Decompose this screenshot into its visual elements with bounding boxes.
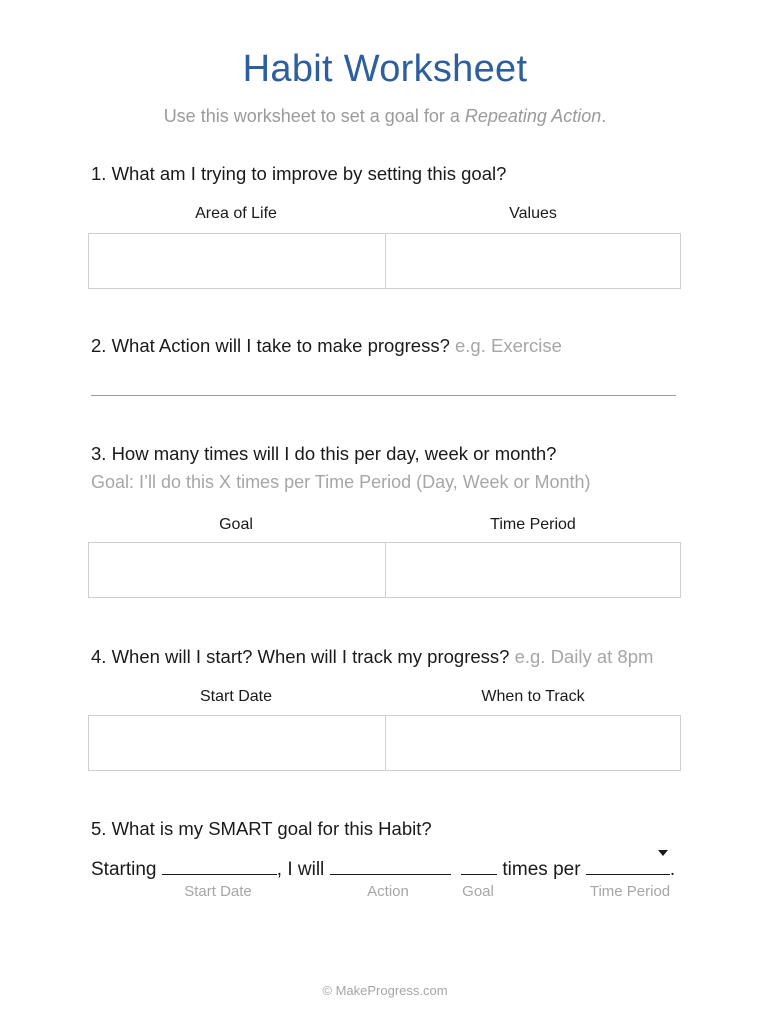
caption-action: Action	[367, 883, 409, 900]
caption-time-period: Time Period	[589, 883, 671, 900]
column-values-label: Values	[509, 205, 557, 222]
question-2-hint: e.g. Exercise	[455, 335, 562, 356]
chevron-down-icon[interactable]	[658, 850, 668, 856]
action-answer-line[interactable]	[91, 395, 676, 396]
subtitle-prefix: Use this worksheet to set a goal for a	[163, 106, 465, 126]
start-date-field[interactable]	[89, 716, 386, 770]
question-3-subtext: Goal: I’ll do this X times per Time Period (Day, Week or Month)	[91, 472, 591, 492]
question-2-text: 2. What Action will I take to make progress?	[91, 335, 450, 356]
question-4	[91, 646, 653, 668]
q4-answer-table	[88, 715, 681, 771]
starting-text: Starting	[91, 859, 157, 880]
subtitle-suffix: .	[601, 106, 607, 126]
period-text: .	[669, 859, 676, 880]
column-when-to-track-label: When to Track	[481, 688, 585, 705]
caption-goal: Goal	[462, 883, 494, 900]
caption-start-date: Start Date	[184, 883, 252, 900]
goal-field[interactable]	[89, 543, 386, 597]
smart-action-blank[interactable]	[330, 858, 451, 875]
column-start-date-label: Start Date	[199, 688, 273, 705]
question-1: 1. What am I trying to improve by setting this goal?	[91, 163, 507, 184]
time-period-field[interactable]	[386, 543, 680, 597]
question-2	[91, 335, 562, 357]
question-4-hint: e.g. Daily at 8pm	[514, 646, 654, 667]
column-area-of-life-label: Area of Life	[195, 205, 277, 222]
values-field[interactable]	[386, 234, 680, 288]
smart-goal-blank[interactable]	[461, 858, 497, 875]
subtitle-emphasis: Repeating Action	[464, 106, 602, 126]
smart-goal-sentence	[91, 858, 675, 881]
page-subtitle	[0, 106, 770, 127]
page-title: Habit Worksheet	[242, 48, 528, 90]
footer-copyright: © MakeProgress.com	[322, 983, 448, 998]
i-will-text: , I will	[276, 859, 325, 880]
q3-answer-table	[88, 542, 681, 598]
question-4-text: 4. When will I start? When will I track my progress?	[91, 646, 510, 667]
smart-start-date-blank[interactable]	[162, 858, 277, 875]
smart-time-period-dropdown[interactable]	[586, 858, 670, 875]
q1-answer-table	[88, 233, 681, 289]
area-of-life-field[interactable]	[89, 234, 386, 288]
question-5: 5. What is my SMART goal for this Habit?	[91, 818, 432, 839]
column-time-period-label: Time Period	[490, 516, 576, 533]
question-3: 3. How many times will I do this per day, week or month?	[91, 443, 557, 464]
column-goal-label: Goal	[219, 516, 253, 533]
times-per-text: times per	[502, 859, 581, 880]
when-to-track-field[interactable]	[386, 716, 680, 770]
